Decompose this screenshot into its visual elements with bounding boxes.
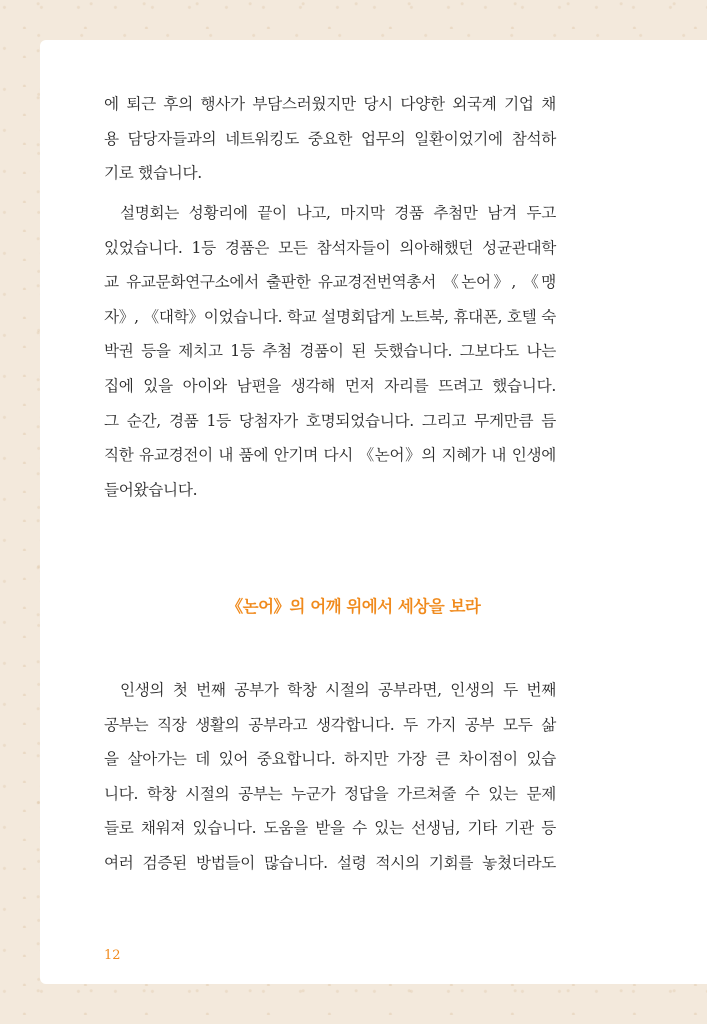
text-line: 인생의 첫 번째 공부가 학창 시절의 공부라면, 인생의 두 번째 (120, 681, 556, 699)
paragraph-1 (104, 87, 556, 191)
text-line: 에 퇴근 후의 행사가 부담스러웠지만 당시 다양한 외국계 기업 채 (104, 95, 556, 113)
text-line: 들로 채워져 있습니다. 도움을 받을 수 있는 선생님, 기타 기관 등 (104, 819, 556, 838)
book-page (40, 40, 707, 984)
text-line: 을 살아가는 데 있어 중요합니다. 하지만 가장 큰 차이점이 있습 (104, 750, 556, 769)
text-line: 교 유교문화연구소에서 출판한 유교경전번역총서 《논어》, 《맹 (104, 273, 556, 292)
text-line: 니다. 학창 시절의 공부는 누군가 정답을 가르쳐줄 수 있는 문제 (104, 784, 556, 803)
text-line: 집에 있을 아이와 남편을 생각해 먼저 자리를 뜨려고 했습니다. (104, 376, 556, 395)
paragraph-2 (104, 196, 556, 507)
section-heading: 《논어》의 어깨 위에서 세상을 보라 (226, 597, 481, 616)
text-line: 설명회는 성황리에 끝이 나고, 마지막 경품 추첨만 남겨 두고 (120, 204, 556, 222)
text-line: 직한 유교경전이 내 품에 안기며 다시 《논어》의 지혜가 내 인생에 (104, 446, 556, 465)
text-line: 그 순간, 경품 1등 당첨자가 호명되었습니다. 그리고 무게만큼 듬 (104, 411, 556, 430)
text-line: 여러 검증된 방법들이 많습니다. 설령 적시의 기회를 놓쳤더라도 (104, 853, 556, 872)
text-line: 있었습니다. 1등 경품은 모든 참석자들이 의아해했던 성균관대학 (104, 238, 556, 257)
page-number: 12 (104, 948, 121, 963)
text-line: 박권 등을 제치고 1등 추첨 경품이 된 듯했습니다. 그보다도 나는 (104, 342, 556, 361)
paragraph-3 (104, 673, 556, 881)
text-line: 공부는 직장 생활의 공부라고 생각합니다. 두 가지 공부 모두 삶 (104, 715, 556, 734)
text-line: 들어왔습니다. (104, 480, 198, 499)
text-line: 용 담당자들과의 네트워킹도 중요한 업무의 일환이었기에 참석하 (104, 129, 556, 148)
text-line: 기로 했습니다. (104, 164, 202, 183)
text-line: 자》, 《대학》이었습니다. 학교 설명회답게 노트북, 휴대폰, 호텔 숙 (104, 307, 556, 326)
